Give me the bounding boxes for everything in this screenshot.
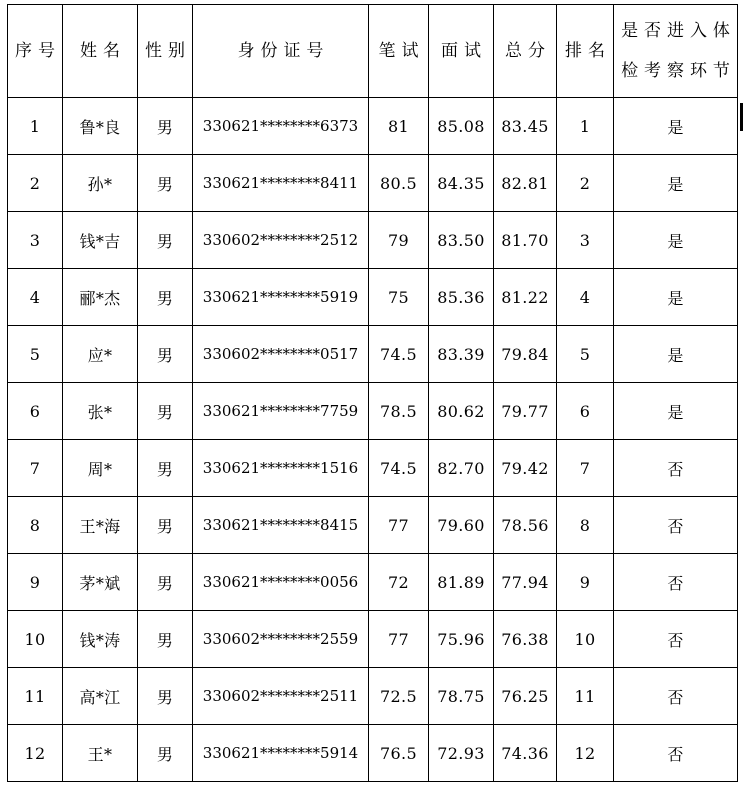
cell-id-number: 330621********8415 bbox=[193, 497, 369, 554]
table-row bbox=[8, 725, 738, 782]
cell-written-score: 78.5 bbox=[369, 383, 429, 440]
cell-name: 鲁*良 bbox=[63, 98, 138, 155]
cell-rank: 8 bbox=[557, 497, 614, 554]
cell-total-score: 79.77 bbox=[494, 383, 557, 440]
table-row bbox=[8, 326, 738, 383]
header-name: 姓名 bbox=[63, 5, 138, 98]
cell-id-number: 330621********0056 bbox=[193, 554, 369, 611]
table-row bbox=[8, 440, 738, 497]
table-row bbox=[8, 554, 738, 611]
cell-interview-score: 85.36 bbox=[429, 269, 494, 326]
header-gender: 性别 bbox=[138, 5, 193, 98]
cell-serial: 5 bbox=[8, 326, 63, 383]
cell-name: 茅*斌 bbox=[63, 554, 138, 611]
cell-id-number: 330621********8411 bbox=[193, 155, 369, 212]
cell-pass-status: 是 bbox=[614, 212, 738, 269]
table-row bbox=[8, 212, 738, 269]
cell-name: 应* bbox=[63, 326, 138, 383]
cell-rank: 12 bbox=[557, 725, 614, 782]
header-pass-status: 是否进入体检考察环节 bbox=[614, 5, 738, 98]
cell-gender: 男 bbox=[138, 725, 193, 782]
cell-pass-status: 否 bbox=[614, 668, 738, 725]
cell-serial: 9 bbox=[8, 554, 63, 611]
cell-gender: 男 bbox=[138, 668, 193, 725]
cell-serial: 11 bbox=[8, 668, 63, 725]
cell-written-score: 77 bbox=[369, 497, 429, 554]
cell-serial: 12 bbox=[8, 725, 63, 782]
cell-written-score: 74.5 bbox=[369, 326, 429, 383]
cell-pass-status: 否 bbox=[614, 611, 738, 668]
cell-serial: 8 bbox=[8, 497, 63, 554]
header-row bbox=[8, 5, 738, 98]
cell-interview-score: 82.70 bbox=[429, 440, 494, 497]
cell-written-score: 76.5 bbox=[369, 725, 429, 782]
cell-rank: 7 bbox=[557, 440, 614, 497]
cell-total-score: 78.56 bbox=[494, 497, 557, 554]
cell-interview-score: 80.62 bbox=[429, 383, 494, 440]
cell-total-score: 79.84 bbox=[494, 326, 557, 383]
cell-interview-score: 72.93 bbox=[429, 725, 494, 782]
cell-total-score: 74.36 bbox=[494, 725, 557, 782]
exam-results-table bbox=[7, 4, 738, 782]
cell-pass-status: 否 bbox=[614, 725, 738, 782]
cell-gender: 男 bbox=[138, 440, 193, 497]
cell-pass-status: 否 bbox=[614, 554, 738, 611]
header-total-score: 总分 bbox=[494, 5, 557, 98]
header-interview-score: 面试 bbox=[429, 5, 494, 98]
cell-written-score: 72 bbox=[369, 554, 429, 611]
cell-id-number: 330621********1516 bbox=[193, 440, 369, 497]
cell-total-score: 79.42 bbox=[494, 440, 557, 497]
table-row bbox=[8, 668, 738, 725]
cell-name: 王*海 bbox=[63, 497, 138, 554]
cell-total-score: 82.81 bbox=[494, 155, 557, 212]
cell-interview-score: 78.75 bbox=[429, 668, 494, 725]
cell-total-score: 76.25 bbox=[494, 668, 557, 725]
header-id-number: 身份证号 bbox=[193, 5, 369, 98]
cell-rank: 10 bbox=[557, 611, 614, 668]
cell-id-number: 330602********0517 bbox=[193, 326, 369, 383]
cell-gender: 男 bbox=[138, 212, 193, 269]
cell-interview-score: 75.96 bbox=[429, 611, 494, 668]
cell-total-score: 81.70 bbox=[494, 212, 557, 269]
cell-written-score: 81 bbox=[369, 98, 429, 155]
cell-serial: 1 bbox=[8, 98, 63, 155]
table-row bbox=[8, 98, 738, 155]
cell-serial: 3 bbox=[8, 212, 63, 269]
table-row bbox=[8, 383, 738, 440]
cell-rank: 2 bbox=[557, 155, 614, 212]
cell-interview-score: 81.89 bbox=[429, 554, 494, 611]
header-serial: 序号 bbox=[8, 5, 63, 98]
cell-name: 郦*杰 bbox=[63, 269, 138, 326]
cell-written-score: 75 bbox=[369, 269, 429, 326]
table-body bbox=[8, 98, 738, 782]
cell-interview-score: 83.39 bbox=[429, 326, 494, 383]
table-header bbox=[8, 5, 738, 98]
cell-gender: 男 bbox=[138, 155, 193, 212]
cell-written-score: 74.5 bbox=[369, 440, 429, 497]
cell-pass-status: 是 bbox=[614, 155, 738, 212]
cell-id-number: 330602********2511 bbox=[193, 668, 369, 725]
cell-serial: 6 bbox=[8, 383, 63, 440]
cell-pass-status: 否 bbox=[614, 497, 738, 554]
cell-written-score: 77 bbox=[369, 611, 429, 668]
cell-written-score: 80.5 bbox=[369, 155, 429, 212]
cell-interview-score: 79.60 bbox=[429, 497, 494, 554]
cell-name: 张* bbox=[63, 383, 138, 440]
cell-pass-status: 否 bbox=[614, 440, 738, 497]
cell-rank: 3 bbox=[557, 212, 614, 269]
cell-written-score: 72.5 bbox=[369, 668, 429, 725]
cell-interview-score: 84.35 bbox=[429, 155, 494, 212]
cell-rank: 11 bbox=[557, 668, 614, 725]
cell-gender: 男 bbox=[138, 98, 193, 155]
cell-id-number: 330602********2512 bbox=[193, 212, 369, 269]
cell-serial: 10 bbox=[8, 611, 63, 668]
cell-gender: 男 bbox=[138, 554, 193, 611]
cell-name: 孙* bbox=[63, 155, 138, 212]
cell-gender: 男 bbox=[138, 326, 193, 383]
cell-name: 钱*吉 bbox=[63, 212, 138, 269]
cell-name: 周* bbox=[63, 440, 138, 497]
cell-name: 钱*涛 bbox=[63, 611, 138, 668]
cell-pass-status: 是 bbox=[614, 98, 738, 155]
cell-serial: 2 bbox=[8, 155, 63, 212]
cell-gender: 男 bbox=[138, 611, 193, 668]
text-cursor-mark bbox=[740, 103, 743, 131]
cell-total-score: 76.38 bbox=[494, 611, 557, 668]
cell-id-number: 330621********5919 bbox=[193, 269, 369, 326]
table-row bbox=[8, 611, 738, 668]
cell-total-score: 81.22 bbox=[494, 269, 557, 326]
cell-id-number: 330621********6373 bbox=[193, 98, 369, 155]
cell-interview-score: 83.50 bbox=[429, 212, 494, 269]
cell-serial: 4 bbox=[8, 269, 63, 326]
cell-gender: 男 bbox=[138, 497, 193, 554]
table-row bbox=[8, 497, 738, 554]
cell-written-score: 79 bbox=[369, 212, 429, 269]
cell-rank: 1 bbox=[557, 98, 614, 155]
cell-pass-status: 是 bbox=[614, 269, 738, 326]
cell-interview-score: 85.08 bbox=[429, 98, 494, 155]
cell-name: 高*江 bbox=[63, 668, 138, 725]
cell-gender: 男 bbox=[138, 383, 193, 440]
cell-rank: 6 bbox=[557, 383, 614, 440]
cell-pass-status: 是 bbox=[614, 383, 738, 440]
cell-id-number: 330602********2559 bbox=[193, 611, 369, 668]
cell-name: 王* bbox=[63, 725, 138, 782]
header-rank: 排名 bbox=[557, 5, 614, 98]
header-written-score: 笔试 bbox=[369, 5, 429, 98]
cell-total-score: 77.94 bbox=[494, 554, 557, 611]
cell-gender: 男 bbox=[138, 269, 193, 326]
cell-id-number: 330621********5914 bbox=[193, 725, 369, 782]
cell-serial: 7 bbox=[8, 440, 63, 497]
cell-rank: 9 bbox=[557, 554, 614, 611]
cell-id-number: 330621********7759 bbox=[193, 383, 369, 440]
cell-pass-status: 是 bbox=[614, 326, 738, 383]
cell-total-score: 83.45 bbox=[494, 98, 557, 155]
cell-rank: 5 bbox=[557, 326, 614, 383]
cell-rank: 4 bbox=[557, 269, 614, 326]
table-row bbox=[8, 269, 738, 326]
table-row bbox=[8, 155, 738, 212]
